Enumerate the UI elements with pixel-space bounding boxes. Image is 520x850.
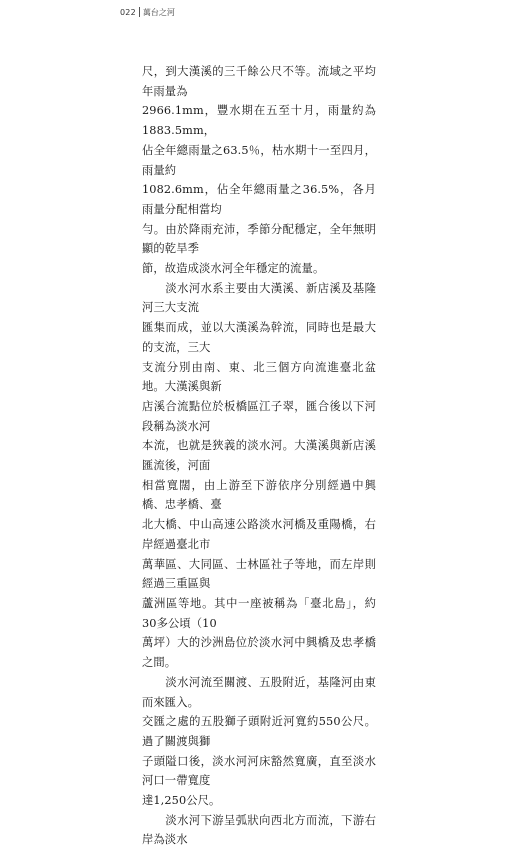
paragraph-rainfall: 尺，到大漢溪的三千餘公尺不等。流域之平均年雨量為 2966.1mm，豐水期在五至十月，雨量約為1883.5mm， 佔全年總雨量之63.5％，枯水期十一至四月，雨量約 1082.6mm，佔全年總雨量之36.5%，各月雨量分配相當均 勻。由於降雨充沛，季節分配穩定，全年無明顯的乾旱季 節，故造成淡水河全年穩定的流量。 (142, 65, 376, 276)
body-text (142, 62, 376, 850)
paragraph-guandu-confluence: 淡水河流至關渡、五股附近，基隆河由東而來匯入。 交匯之處的五股獅子頭附近河寬約550公尺。過了關渡與獅 子頭隘口後，淡水河河床豁然寬廣，直至淡水河口一帶寬度 達1,250公尺。 (142, 675, 376, 808)
paragraph-river-system: 淡水河水系主要由大漢溪、新店溪及基隆河三大支流 匯集而成，並以大漢溪為幹流，同時也是最大的支流，三大 支流分別由南、東、北三個方向流進臺北盆地。大漢溪與新 店溪合流點位於板橋區江子翠，匯合後以下河段稱為淡水河 本流，也就是狹義的淡水河。大漢溪與新店溪匯流後，河面 相當寬闊，由上游至下游依序分別經過中興橋、忠孝橋、臺 北大橋、中山高速公路淡水河橋及重陽橋，右岸經過臺北市 萬華區、大同區、士林區社子等地，而左岸則經過三重區與 蘆洲區等地。其中一座被稱為「臺北島」，約30多公頃（10 萬坪）大的沙洲島位於淡水河中興橋及忠孝橋之間。 (142, 281, 376, 670)
running-header (120, 4, 175, 20)
paragraph-downstream: 淡水河下游呈弧狀向西北方而流，下游右岸為淡水 (142, 813, 376, 847)
page-number: 022 (120, 7, 136, 17)
header-divider (139, 7, 140, 17)
book-title: 萬台之河 (142, 7, 175, 17)
